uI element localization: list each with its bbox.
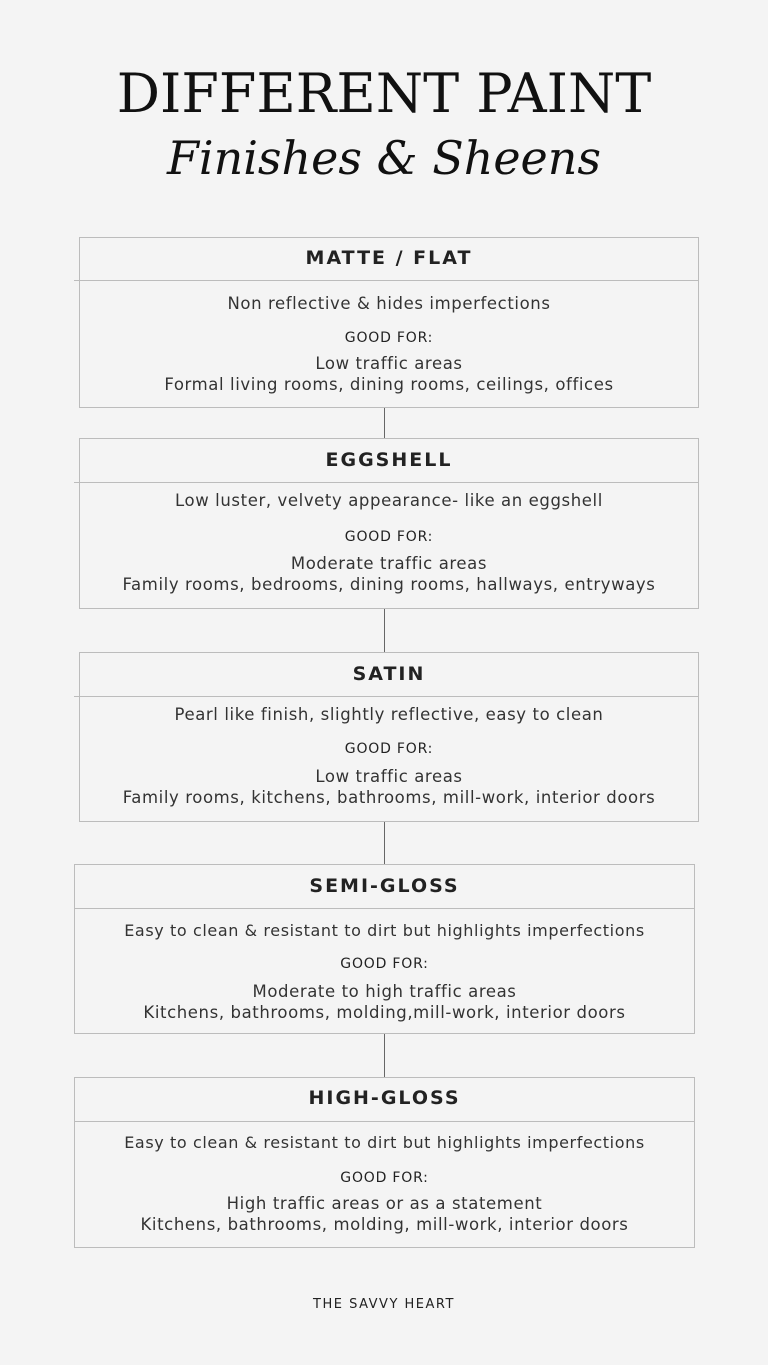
connector-line [384, 1034, 385, 1077]
connector-line [384, 408, 385, 438]
finish-description: Non reflective & hides imperfections [227, 294, 551, 313]
good-for-label: GOOD FOR: [340, 956, 429, 972]
finish-name: MATTE / FLAT [305, 247, 473, 269]
finish-traffic: High traffic areas or as a statement [226, 1194, 543, 1213]
finish-traffic: Moderate traffic areas [290, 554, 488, 573]
finish-description: Easy to clean & resistant to dirt but highlights imperfections [124, 1133, 645, 1152]
page-subtitle: Finishes & Sheens [166, 131, 602, 185]
finish-box-satin [79, 652, 699, 822]
finish-rooms: Family rooms, bedrooms, dining rooms, hallways, entryways [122, 575, 656, 594]
good-for-label: GOOD FOR: [340, 1170, 429, 1186]
finish-traffic: Low traffic areas [315, 354, 463, 373]
finish-rooms: Family rooms, kitchens, bathrooms, mill-work, interior doors [122, 788, 656, 807]
finish-description: Low luster, velvety appearance- like an eggshell [175, 491, 603, 510]
finish-box-eggshell [79, 438, 699, 609]
finish-box-high-gloss [74, 1077, 695, 1248]
finish-traffic: Moderate to high traffic areas [252, 982, 517, 1001]
good-for-label: GOOD FOR: [344, 330, 434, 346]
finish-rooms: Formal living rooms, dining rooms, ceilings, offices [164, 375, 614, 394]
finish-traffic: Low traffic areas [315, 767, 463, 786]
finish-rooms: Kitchens, bathrooms, molding, mill-work, interior doors [140, 1215, 629, 1234]
good-for-label: GOOD FOR: [344, 741, 434, 757]
box-divider [74, 696, 698, 697]
finish-description: Pearl like finish, slightly reflective, easy to clean [174, 705, 604, 724]
connector-line [384, 822, 385, 864]
box-divider [74, 482, 698, 483]
good-for-label: GOOD FOR: [344, 529, 434, 545]
finish-name: SEMI-GLOSS [309, 875, 460, 897]
finish-name: HIGH-GLOSS [308, 1087, 461, 1109]
finish-name: EGGSHELL [325, 449, 453, 471]
footer-brand: THE SAVVY HEART [313, 1297, 455, 1312]
box-divider [75, 908, 694, 909]
finish-box-semi-gloss [74, 864, 695, 1034]
finish-name: SATIN [352, 663, 426, 685]
connector-line [384, 609, 385, 652]
finish-rooms: Kitchens, bathrooms, molding,mill-work, interior doors [143, 1003, 626, 1022]
finish-box-matte-flat [79, 237, 699, 408]
box-divider [75, 1121, 694, 1122]
box-divider [74, 280, 698, 281]
finish-description: Easy to clean & resistant to dirt but highlights imperfections [124, 921, 645, 940]
page-title: DIFFERENT PAINT [116, 62, 652, 125]
